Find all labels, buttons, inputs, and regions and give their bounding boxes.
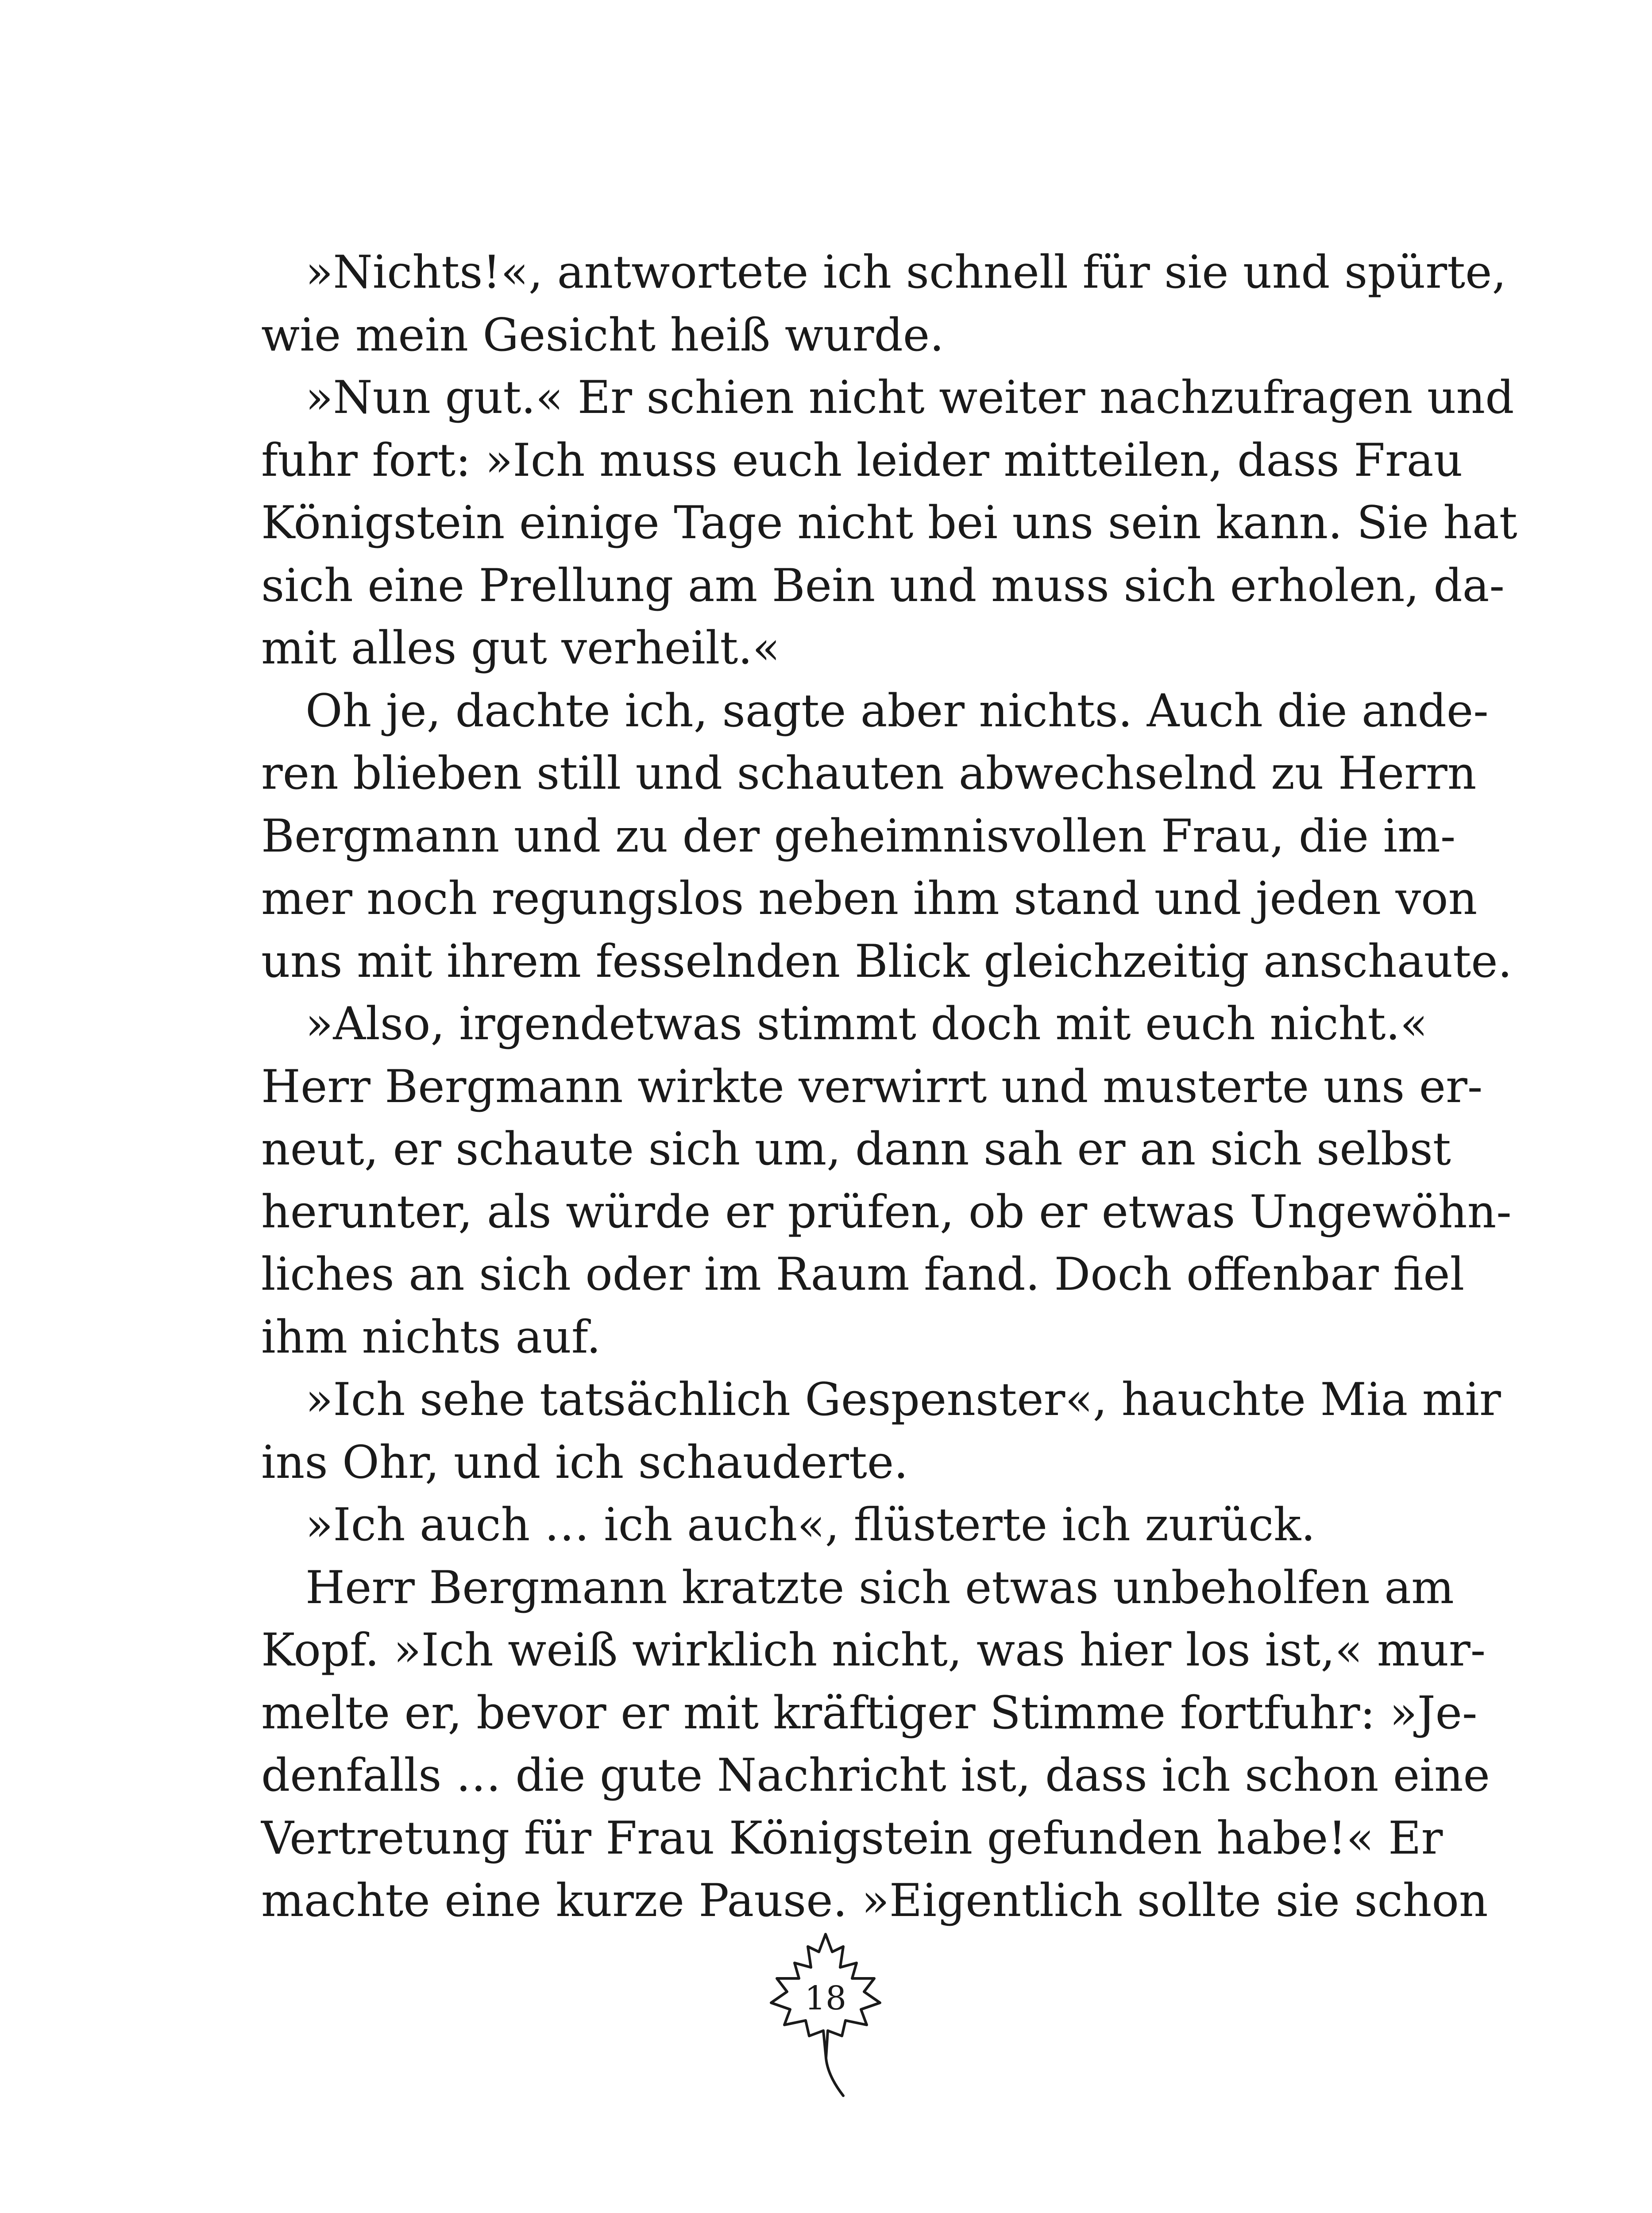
text-line: ihm nichts auf. [261, 1311, 601, 1364]
text-line: melte er, bevor er mit kräftiger Stimme fortfuhr: »Je- [261, 1686, 1478, 1739]
text-line: machte eine kurze Pause. »Eigentlich sollte sie schon [261, 1874, 1488, 1927]
paragraph [261, 366, 1517, 680]
text-line: sich eine Prellung am Bein und muss sich erholen, da- [261, 559, 1505, 612]
paragraph [261, 680, 1513, 993]
paragraph [261, 1557, 1490, 1932]
text-line: uns mit ihrem fesselnden Blick gleichzeitig anschaute. [261, 935, 1513, 988]
text-line: neut, er schaute sich um, dann sah er an sich selbst [261, 1123, 1451, 1176]
text-line: »Also, irgendetwas stimmt doch mit euch nicht.« [305, 998, 1428, 1050]
text-line: Königstein einige Tage nicht bei uns sein kann. Sie hat [261, 497, 1517, 549]
text-line: mer noch regungslos neben ihm stand und jeden von [261, 872, 1478, 925]
text-line: Oh je, dachte ich, sagte aber nichts. Auch die ande- [305, 684, 1489, 737]
text-line: »Ich sehe tatsächlich Gespenster«, hauchte Mia mir [305, 1373, 1501, 1426]
paragraph [261, 241, 1506, 366]
text-line: Bergmann und zu der geheimnisvollen Frau, die im- [261, 810, 1456, 863]
paragraph [261, 993, 1512, 1369]
page-folio [766, 1925, 885, 2102]
text-line: »Nichts!«, antwortete ich schnell für sie und spürte, [305, 246, 1506, 299]
text-line: Herr Bergmann wirkte verwirrt und musterte uns er- [261, 1060, 1483, 1113]
text-line: mit alles gut verheilt.« [261, 622, 780, 675]
text-line: Herr Bergmann kratzte sich etwas unbeholfen am [305, 1561, 1454, 1614]
paragraph [261, 1494, 1383, 1557]
text-line: »Ich auch … ich auch«, flüsterte ich zurück. [305, 1499, 1316, 1551]
text-line: ren blieben still und schauten abwechselnd zu Herrn [261, 747, 1477, 800]
text-line: herunter, als würde er prüfen, ob er etwas Ungewöhn- [261, 1185, 1512, 1238]
text-line: »Nun gut.« Er schien nicht weiter nachzufragen und [305, 371, 1514, 424]
text-line: fuhr fort: »Ich muss euch leider mitteilen, dass Frau [261, 434, 1463, 487]
text-line: wie mein Gesicht heiß wurde. [261, 308, 944, 362]
page-number: 18 [804, 1979, 847, 2017]
text-line: ins Ohr, und ich schauderte. [261, 1436, 908, 1489]
text-line: Vertretung für Frau Königstein gefunden habe!« Er [261, 1812, 1443, 1865]
paragraph [261, 1369, 1501, 1494]
text-line: Kopf. »Ich weiß wirklich nicht, was hier los ist,« mur- [261, 1624, 1486, 1677]
text-line: liches an sich oder im Raum fand. Doch offenbar fiel [261, 1248, 1465, 1301]
body-text [261, 241, 1517, 1932]
text-line: denfalls … die gute Nachricht ist, dass ich schon eine [261, 1749, 1490, 1802]
